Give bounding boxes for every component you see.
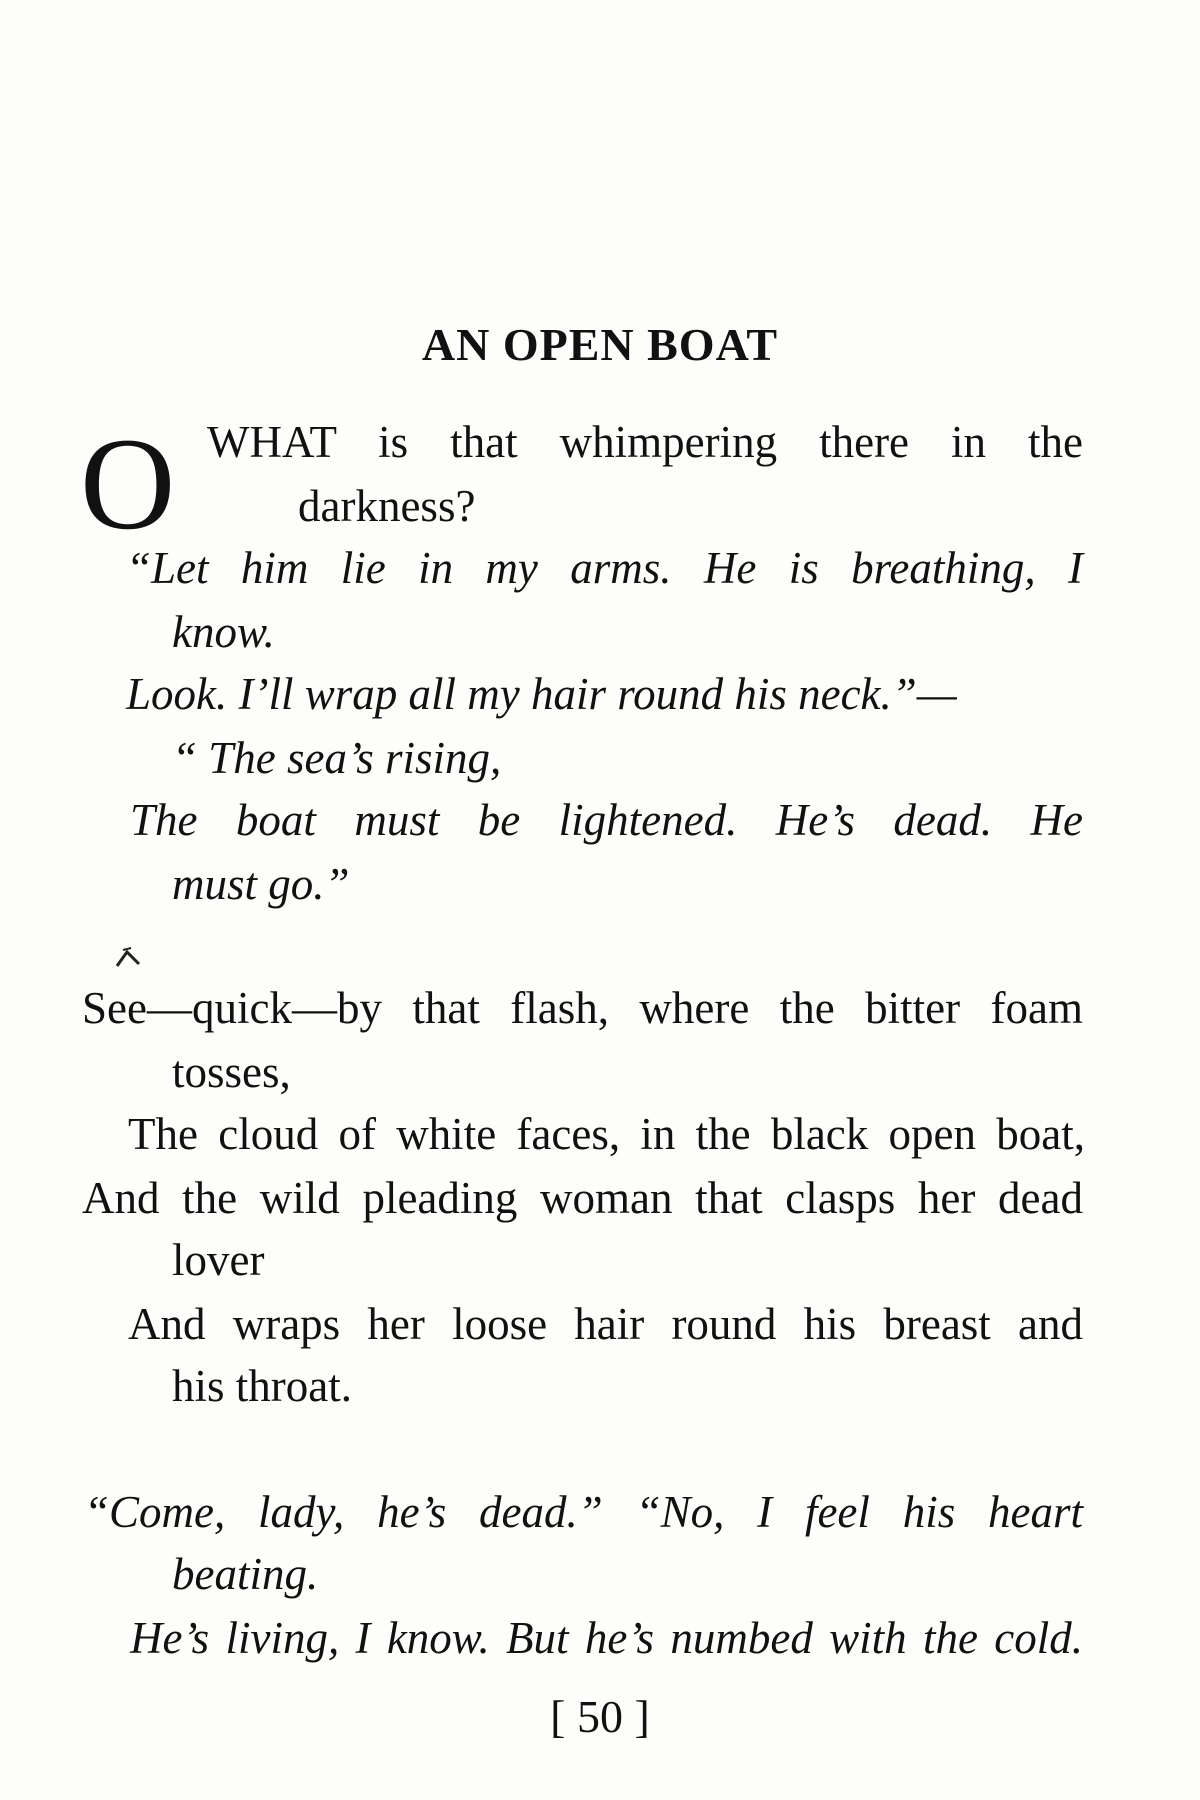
poem-line: He’s living, I know. But he’s numbed with the cold. bbox=[130, 1613, 1083, 1663]
poem-line: darkness? bbox=[298, 481, 476, 531]
ink-mark-icon bbox=[113, 946, 143, 970]
poem-line: And the wild pleading woman that clasps her dead bbox=[82, 1173, 1083, 1223]
poem-line: “Come, lady, he’s dead.” “No, I feel his heart bbox=[84, 1487, 1083, 1537]
poem-line: lover bbox=[172, 1235, 265, 1285]
poem-line: beating. bbox=[172, 1549, 319, 1599]
poem-line: The boat must be lightened. He’s dead. He bbox=[130, 795, 1083, 845]
poem-line: must go.” bbox=[172, 859, 350, 909]
page-number: [ 50 ] bbox=[550, 1691, 650, 1742]
poem-line: Look. I’ll wrap all my hair round his neck.”— bbox=[126, 669, 957, 719]
drop-cap: O bbox=[80, 410, 176, 557]
poem-line: The cloud of white faces, in the black open boat, bbox=[128, 1109, 1085, 1159]
poem-line: tosses, bbox=[172, 1047, 291, 1097]
poem-line: know. bbox=[172, 607, 275, 657]
poem-line: his throat. bbox=[172, 1361, 352, 1411]
poem-line: WHAT is that whimpering there in the bbox=[207, 417, 1083, 467]
poem-line: “Let him lie in my arms. He is breathing, I bbox=[126, 543, 1083, 593]
poem-line: And wraps her loose hair round his breast and bbox=[128, 1299, 1083, 1349]
poem-title: AN OPEN BOAT bbox=[421, 319, 779, 370]
poem-line: “ The sea’s rising, bbox=[172, 733, 502, 783]
poem-line: See—quick—by that flash, where the bitter foam bbox=[82, 983, 1083, 1033]
